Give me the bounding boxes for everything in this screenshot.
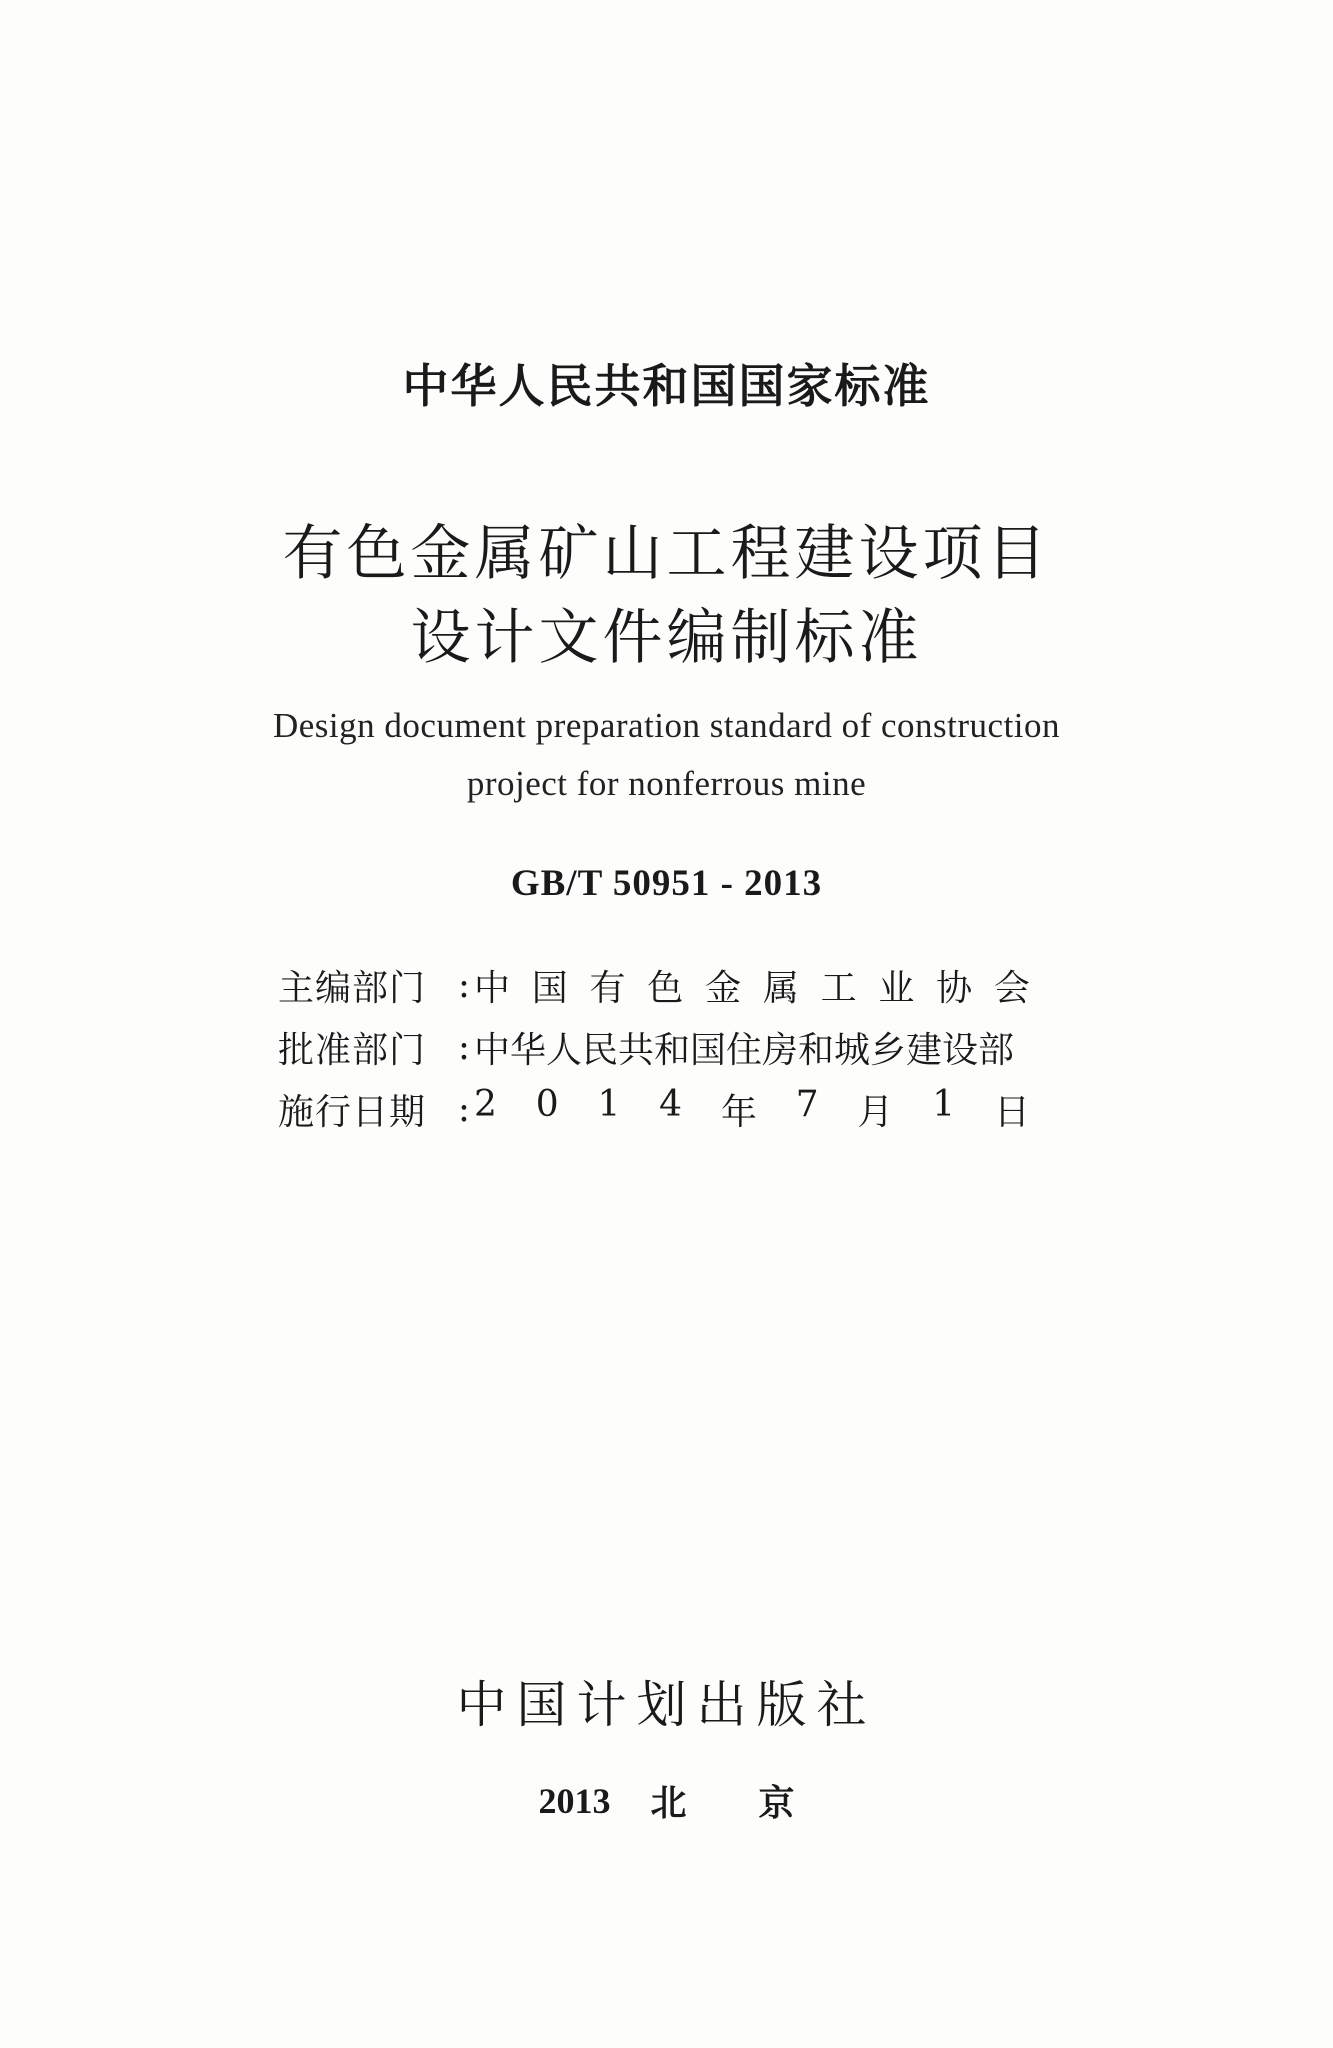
approver-value: 中华人民共和国住房和城乡建设部 — [474, 1029, 1015, 1071]
date-char: 7 — [795, 1083, 819, 1125]
imprint-line — [0, 1775, 1333, 1826]
editor-char: 国 — [531, 967, 568, 1009]
editor-row — [278, 960, 1030, 1010]
title-zh-line-2: 设计文件编制标准 — [410, 603, 923, 673]
effective-date-colon: : — [457, 1088, 471, 1130]
date-char: 年 — [720, 1091, 757, 1133]
effective-date-label: 施行日期 — [278, 1091, 427, 1133]
approver-label: 批准部门 — [278, 1029, 427, 1071]
approver-row — [278, 1022, 1030, 1072]
standard-code: GB/T 50951 - 2013 — [510, 863, 823, 904]
editor-char: 金 — [705, 967, 742, 1009]
date-char: 1 — [597, 1083, 621, 1125]
editor-char: 色 — [647, 967, 684, 1009]
editor-colon: : — [457, 964, 471, 1006]
editor-value — [474, 960, 1030, 1011]
editor-char: 协 — [936, 967, 973, 1009]
imprint-city: 北京 — [650, 1783, 867, 1824]
title-zh-line-1: 有色金属矿山工程建设项目 — [282, 519, 1051, 589]
editor-char: 会 — [993, 967, 1030, 1009]
effective-date-row — [278, 1084, 1030, 1134]
date-char: 月 — [857, 1091, 894, 1133]
imprint-year: 2013 — [538, 1780, 611, 1821]
approver-colon: : — [457, 1026, 471, 1068]
editor-char: 业 — [878, 967, 915, 1009]
editor-char: 属 — [762, 967, 799, 1009]
editor-char: 有 — [589, 967, 626, 1009]
date-char: 2 — [474, 1083, 497, 1125]
editor-char: 工 — [820, 967, 857, 1009]
editor-label: 主编部门 — [278, 967, 427, 1009]
effective-date-value — [474, 1084, 1030, 1135]
date-char: 4 — [659, 1083, 683, 1125]
date-char: 日 — [993, 1091, 1030, 1133]
national-standard-heading: 中华人民共和国国家标准 — [402, 359, 931, 413]
title-en-line-1: Design document preparation standard of construction — [272, 706, 1061, 745]
publisher-name: 中国计划出版社 — [456, 1676, 877, 1734]
title-en-line-2: project for nonferrous mine — [466, 764, 867, 803]
date-char: 1 — [932, 1083, 956, 1125]
date-char: 0 — [535, 1083, 559, 1125]
editor-char: 中 — [474, 967, 511, 1009]
